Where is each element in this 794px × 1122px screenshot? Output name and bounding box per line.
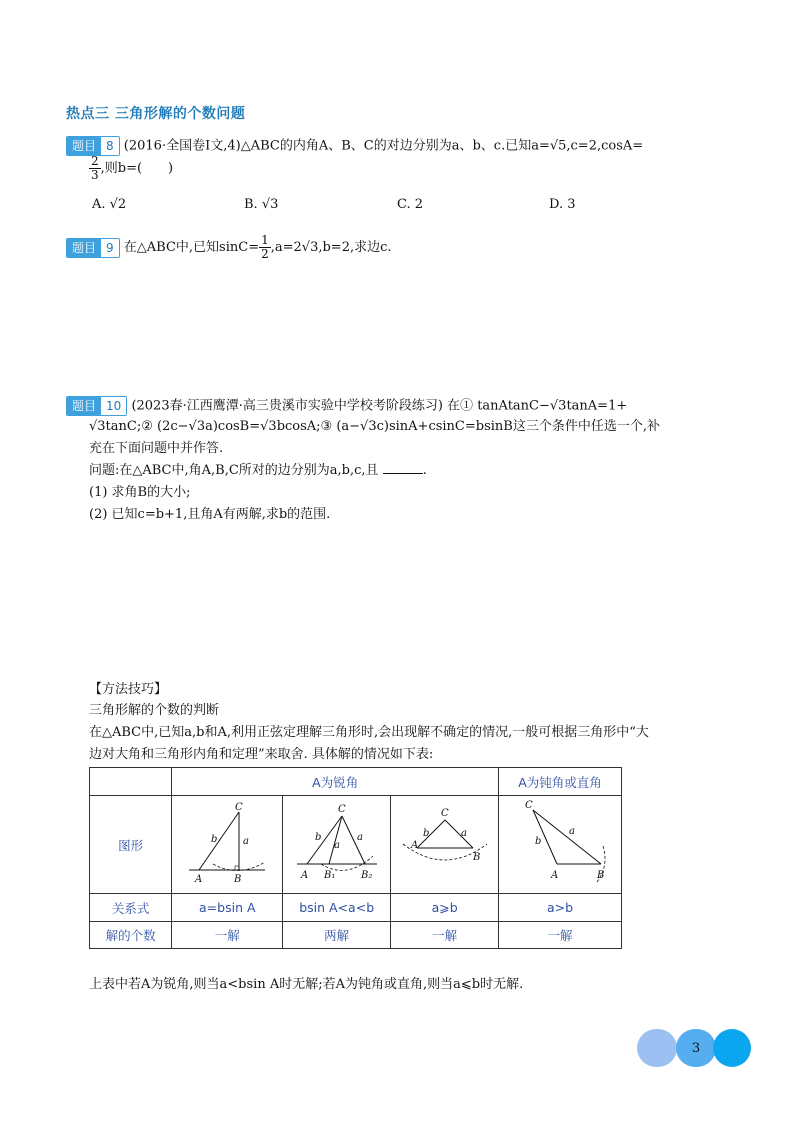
- question-10-line3: 充在下面问题中并作答.: [89, 441, 224, 456]
- fraction-one-half: $\frac{1}{2}$: [261, 233, 269, 261]
- figure-two-solutions: [283, 796, 391, 894]
- method-paragraph-1: 在△ABC中,已知a,b和A,利用正弦定理解三角形时,会出现解不确定的情况,一般可根据三角形中“大: [89, 725, 649, 740]
- svg-text:C: C: [440, 808, 449, 819]
- svg-text:A: A: [300, 870, 308, 881]
- row-label-relation: 关系式: [90, 894, 172, 922]
- svg-text:B: B: [472, 852, 480, 863]
- figure-obtuse: [499, 796, 622, 894]
- svg-text:B₁: B₁: [323, 870, 336, 881]
- svg-text:b: b: [211, 834, 218, 845]
- page-number: 3: [676, 1029, 716, 1067]
- svg-text:A: A: [195, 874, 203, 885]
- page-circle-left: [637, 1029, 677, 1067]
- method-footer: 上表中若A为锐角,则当a<bsin A时无解;若A为钝角或直角,则当a⩽b时无解.: [89, 977, 524, 992]
- method-title: 【方法技巧】: [89, 682, 168, 697]
- relation-2: bsin A<a<b: [283, 894, 391, 922]
- relation-3: a⩾b: [391, 894, 499, 922]
- method-subtitle: 三角形解的个数的判断: [89, 703, 220, 718]
- question-8-tag: 题目 8: [66, 136, 120, 156]
- svg-text:A: A: [551, 870, 559, 881]
- method-paragraph-2: 边对大角和三角形内角和定理”来取舍. 具体解的情况如下表:: [89, 747, 434, 762]
- header-obtuse: A为钝角或直角: [499, 768, 622, 796]
- answer-blank: [383, 473, 423, 474]
- svg-text:b: b: [535, 836, 542, 847]
- count-3: 一解: [391, 922, 499, 949]
- question-9: 题目 9 在△ABC中,已知sinC= $\frac{1}{2}$ ,a=2√3,b=2,求边c.: [66, 234, 392, 261]
- label-c: C: [235, 802, 243, 813]
- question-10-tag: 题目 10: [66, 396, 127, 416]
- svg-text:a: a: [569, 826, 575, 837]
- svg-text:A: A: [410, 840, 418, 851]
- svg-text:a: a: [243, 836, 250, 847]
- option-a: A. √2: [92, 197, 127, 212]
- question-10-line4: 问题:在△ABC中,角A,B,C所对的边分别为a,b,c,且 .: [89, 463, 427, 478]
- svg-text:C: C: [525, 800, 533, 811]
- question-8-line2: $\frac{2}{3}$ ,则b=( ): [91, 154, 174, 182]
- question-10-line1: 题目 10 (2023春·江西鹰潭·高三贵溪市实验中学校考阶段练习) 在① tanAtanC−√3tanA=1+: [66, 396, 627, 416]
- svg-text:C: C: [337, 804, 346, 815]
- page-circle-right: [713, 1029, 751, 1067]
- question-8-stem: (2016·全国卷Ⅰ文,4)△ABC的内角A、B、C的对边分别为a、b、c.已知a=√5,c=2,cosA=: [123, 138, 644, 154]
- fraction-two-thirds: $\frac{2}{3}$: [91, 154, 99, 182]
- row-label-count: 解的个数: [90, 922, 172, 949]
- option-b: B. √3: [244, 197, 279, 212]
- svg-text:B: B: [234, 874, 242, 885]
- table-corner: [90, 768, 172, 796]
- relation-4: a>b: [499, 894, 622, 922]
- question-8-line1: [66, 136, 643, 156]
- svg-text:B: B: [597, 870, 605, 881]
- svg-text:B₂: B₂: [360, 870, 373, 881]
- figure-one-solution: [172, 796, 283, 894]
- section-heading: 热点三 三角形解的个数问题: [66, 106, 246, 122]
- question-10-line2: √3tanC;② (2c−√3a)cosB=√3bcosA;③ (a−√3c)sinA+csinC=bsinB这三个条件中任选一个,补: [89, 419, 660, 434]
- option-d: D. 3: [549, 197, 576, 212]
- svg-text:b: b: [314, 832, 322, 843]
- svg-text:a: a: [460, 828, 467, 839]
- count-4: 一解: [499, 922, 622, 949]
- row-label-figure: 图形: [90, 796, 172, 894]
- relation-1: a=bsin A: [172, 894, 283, 922]
- question-10-part2: (2) 已知c=b+1,且角A有两解,求b的范围.: [89, 507, 331, 522]
- header-acute: A为锐角: [172, 768, 499, 796]
- question-9-tag: 题目 9: [66, 238, 120, 258]
- count-1: 一解: [172, 922, 283, 949]
- svg-text:a: a: [333, 840, 340, 851]
- solutions-table: [89, 767, 622, 949]
- figure-a-geq-b: [391, 796, 499, 894]
- count-2: 两解: [283, 922, 391, 949]
- svg-text:b: b: [422, 828, 429, 839]
- option-c: C. 2: [397, 197, 424, 212]
- svg-text:a: a: [356, 832, 363, 843]
- question-10-part1: (1) 求角B的大小;: [89, 485, 191, 500]
